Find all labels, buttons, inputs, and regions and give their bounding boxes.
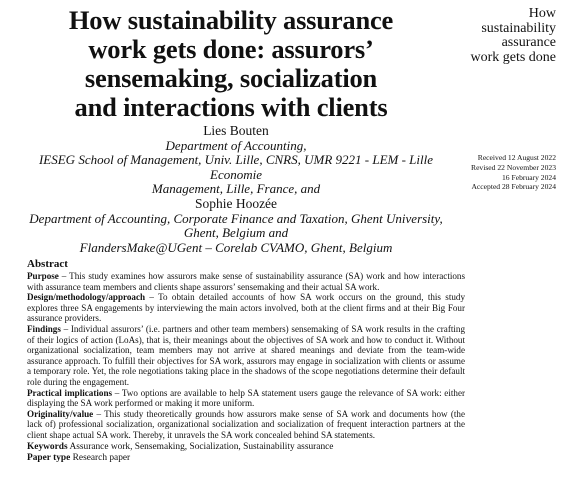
abstract-section [27, 271, 465, 292]
abstract-section [27, 324, 465, 388]
section-label: Design/methodology/approach [27, 292, 146, 303]
section-label: Findings [27, 323, 61, 334]
abstract-section [27, 292, 465, 324]
section-text: – Two options are available to help SA statement users gauge the relevance of SA work: either displaying the SA work performed or making it more uniform. [27, 387, 466, 409]
running-head-line: assurance [501, 35, 556, 50]
author-affiliation: IESEG School of Management, Univ. Lille, CNRS, UMR 9221 - LEM - Lille Economie [38, 152, 434, 182]
author-affiliation: Department of Accounting, Corporate Finance and Taxation, Ghent University, [29, 210, 443, 226]
abstract [27, 258, 465, 464]
section-label: Purpose [27, 271, 59, 281]
paper-type-text: Research paper [72, 453, 131, 464]
title-line: and interactions with clients [74, 92, 388, 122]
running-head [436, 7, 556, 65]
title-line: work gets done: assurors’ [88, 34, 374, 64]
accepted-date: Accepted 28 February 2024 [471, 182, 556, 192]
paper-type [27, 453, 465, 464]
article-title [22, 6, 440, 122]
section-text: – To obtain detailed accounts of how SA work occurs on the ground, this study explores three SA engagements by interviewing the main actors involved, both at the client firms and at their Big Four assurance providers. [27, 292, 465, 324]
keywords [27, 442, 465, 453]
keywords-label: Keywords [27, 441, 68, 452]
title-line: How sustainability assurance [68, 5, 394, 35]
author-affiliation: FlandersMake@UGent – Corelab CVAMO, Ghent, Belgium [79, 239, 393, 255]
author-affiliation: Department of Accounting, [165, 137, 307, 153]
title-line: sensemaking, socialization [84, 63, 378, 93]
running-head-line: sustainability [481, 20, 556, 36]
author-name: Lies Bouten [203, 123, 269, 138]
abstract-section [27, 409, 465, 441]
abstract-heading: Abstract [27, 258, 68, 270]
section-label: Practical implications [27, 387, 113, 398]
author-name: Sophie Hoozée [194, 195, 278, 211]
running-head-line: How [528, 6, 556, 21]
abstract-section [27, 388, 465, 409]
section-label: Originality/value [27, 408, 94, 419]
author-block [12, 124, 460, 255]
running-head-line: work gets done [470, 49, 556, 65]
section-text: – This study examines how assurors make sense of sustainability assurance (SA) work and how interactions with assurance team members and clients shape assurors’ sensemaking and their actual SA work. [27, 271, 465, 292]
revised-date-2: 16 February 2024 [502, 172, 556, 182]
author-affiliation: Management, Lille, France, and [151, 181, 321, 197]
section-text: – This study theoretically grounds how assurors make sense of SA work and documents how (the lack of) professional socialization, organizational socialization and socialization of frequent interaction partners at the client shape actual SA work. Thereby, it unravels the SA work concealed behind SA statements. [27, 408, 465, 440]
author-affiliation: Ghent, Belgium and [183, 225, 289, 241]
section-text: – Individual assurors’ (i.e. partners and other team members) sensemaking of SA work results in the crafting of their logics of action (LoAs), that is, their meanings about the objectives of SA work and how to conduct it. Without organizational socialization, team members may not arrive at shared meanings and deviate from the team-wide assurance approach. To fulfill their objectives for SA work, assurors may engage in socialization with clients or assume a temporary role. Yet, the role negotiations taking place in the shadows of the scope negotiations determine their default role during the engagement. [27, 323, 465, 387]
revised-date: Revised 22 November 2023 [471, 162, 556, 172]
paper-type-label: Paper type [27, 453, 71, 464]
keywords-text: Assurance work, Sensemaking, Socialization, Sustainability assurance [69, 441, 334, 452]
received-date: Received 12 August 2022 [477, 153, 556, 162]
